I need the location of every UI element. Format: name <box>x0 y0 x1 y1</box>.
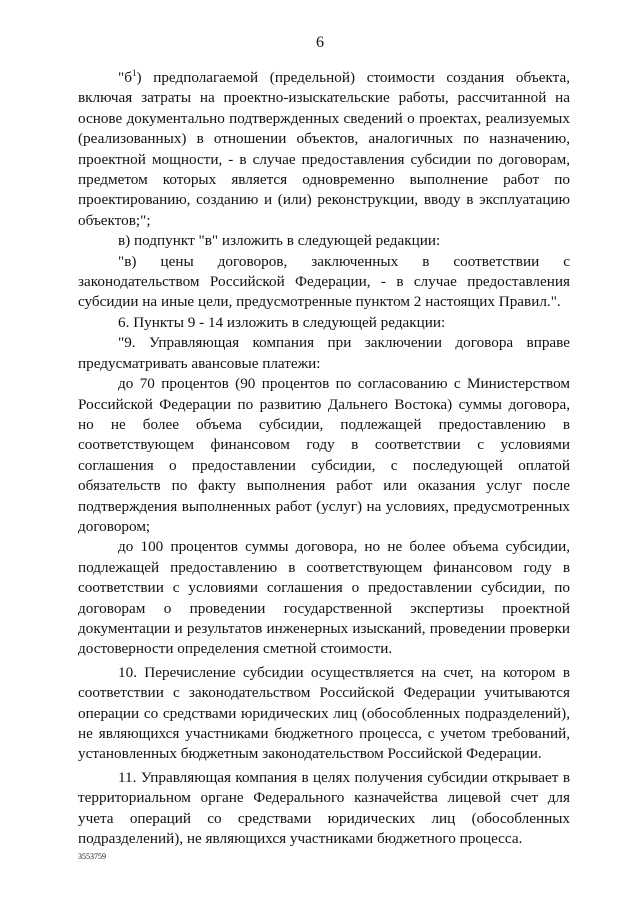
paragraph-clause-11: 11. Управляющая компания в целях получения субсидии открывает в территориальном органе Федерального казначейства лицевой счет для учета операций со средствами юридических лиц (обособленных подразделений), не являющихся участниками бюджетного процесса. <box>78 768 570 848</box>
paragraph-clause-10: 10. Перечисление субсидии осуществляется на счет, на котором в соответствии с законодательством Российской Федерации учитываются операции со средствами юридических лиц (обособленных подразделений), не являющихся участниками бюджетного процесса, с учетом требований, установленных бюджетным законодательством Российской Федерации. <box>78 663 570 763</box>
paragraph-advance-100: до 100 процентов суммы договора, но не более объема субсидии, подлежащей предоставлению в соответствующем финансовом году в соответствии с условиями соглашения о предоставлении субсидии, по договорам о проведении государственной экспертизы проектной документации и результатов инженерных изысканий, проведении проверки достоверности определения сметной стоимости. <box>78 538 570 658</box>
document-body <box>78 68 570 849</box>
paragraph-clause-9: "9. Управляющая компания при заключении договора вправе предусматривать авансовые платежи: <box>78 334 570 372</box>
page-number: 6 <box>316 34 324 51</box>
paragraph-item-6: 6. Пункты 9 - 14 изложить в следующей редакции: <box>118 313 446 331</box>
subitem-b1-prefix: "б <box>118 69 132 86</box>
paragraph-subitem-v-text: "в) цены договоров, заключенных в соответствии с законодательством Российской Федерации, - в случае предоставления субсидии на иные цели, предусмотренные пунктом 2 настоящих Правил.". <box>78 252 570 311</box>
document-code: 3553759 <box>78 852 106 861</box>
subitem-b1-superscript: 1 <box>131 67 137 78</box>
paragraph-subitem-v-instruction: в) подпункт "в" изложить в следующей редакции: <box>118 232 441 250</box>
paragraph-subitem-b1 <box>78 68 570 231</box>
paragraph-advance-70: до 70 процентов (90 процентов по согласованию с Министерством Российской Федерации по развитию Дальнего Востока) суммы договора, но не более объема субсидии, подлежащей предоставлению в соответствующем финансовом году в соответствии с условиями соглашения о предоставлении субсидии, с последующей оплатой обязательств по факту выполнения работ или оказания услуг после подтверждения выполненных работ (услуг) на условиях, предусмотренных договором; <box>78 375 570 535</box>
subitem-b1-text: ) предполагаемой (предельной) стоимости создания объекта, включая затраты на проектно-изыскательские работы, рассчитанной на основе документально подтвержденных сведений о проектах, реализуемых (реализованных) в отношении объектов, аналогичных по назначению, проектной мощности, - в случае предоставления субсидии по договорам, предметом которых является одновременно выполнение работ по проектированию, созданию и (или) реконструкции, вводу в эксплуатацию объектов;"; <box>78 69 570 229</box>
